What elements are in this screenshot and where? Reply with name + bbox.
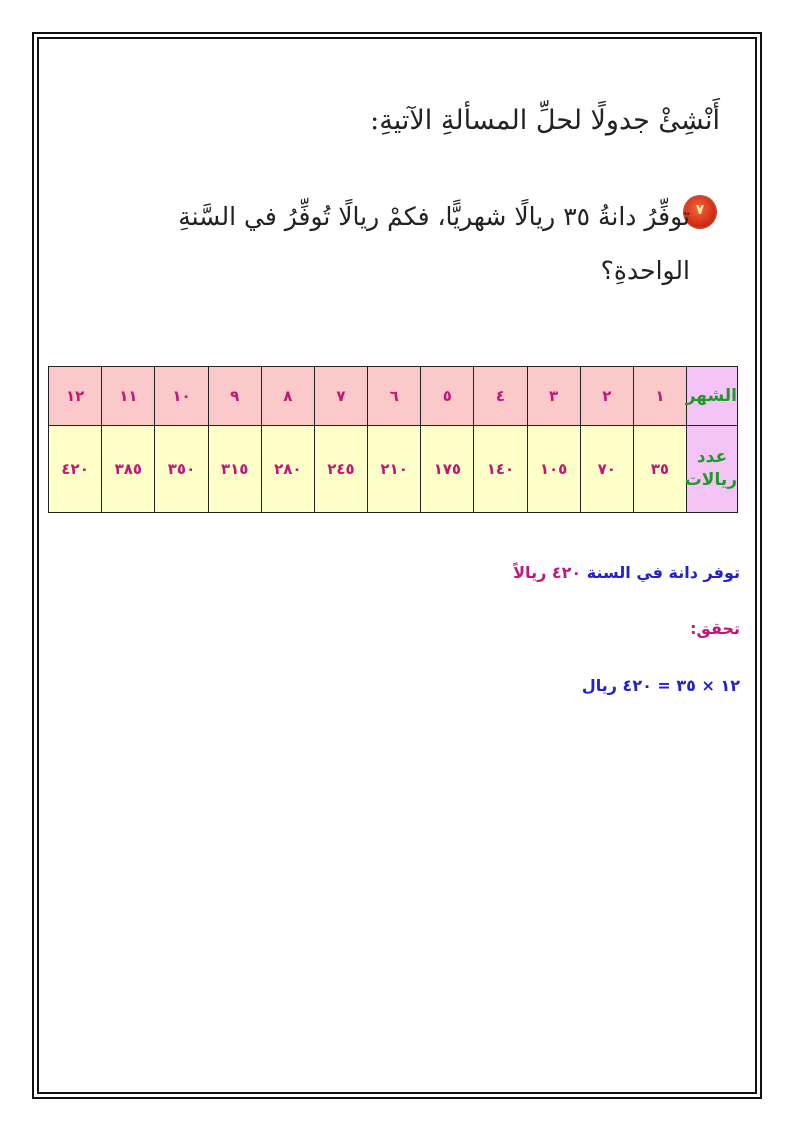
months-row: [49, 367, 738, 426]
amount-cell: ١٠٥: [527, 426, 580, 513]
amount-cell: ٢١٠: [368, 426, 421, 513]
answer-value: ٤٢٠ ريالاً: [513, 563, 582, 582]
month-cell: ٤: [474, 367, 527, 426]
amounts-header: عدد ريالات: [687, 426, 738, 513]
month-cell: ٢: [580, 367, 633, 426]
amount-cell: ٣٨٥: [102, 426, 155, 513]
month-cell: ١١: [102, 367, 155, 426]
amount-cell: ٢٨٠: [261, 426, 314, 513]
answer-prefix: توفر دانة في السنة: [586, 563, 740, 582]
month-cell: ٣: [527, 367, 580, 426]
check-equation: ١٢ × ٣٥ = ٤٢٠ ريال: [581, 676, 740, 695]
month-cell: ٨: [261, 367, 314, 426]
savings-table: [48, 366, 738, 513]
month-cell: ٩: [208, 367, 261, 426]
amount-cell: ١٤٠: [474, 426, 527, 513]
month-cell: ٥: [421, 367, 474, 426]
question-text: توفِّرُ دانةُ ٣٥ ريالًا شهريًّا، فكمْ ريالًا تُوفِّرُ في السَّنةِ الواحدةِ؟: [178, 202, 690, 285]
month-cell: ٦: [368, 367, 421, 426]
amount-cell: ٣٥: [633, 426, 686, 513]
month-cell: ١٢: [49, 367, 102, 426]
amount-cell: ٣١٥: [208, 426, 261, 513]
month-cell: ١: [633, 367, 686, 426]
amount-cell: ٤٢٠: [49, 426, 102, 513]
amount-cell: ٧٠: [580, 426, 633, 513]
month-cell: ١٠: [155, 367, 208, 426]
amount-cell: ١٧٥: [421, 426, 474, 513]
months-header: الشهر: [687, 367, 738, 426]
question-number: ٧: [695, 202, 705, 218]
amount-cell: ٢٤٥: [314, 426, 367, 513]
check-label: تحقق:: [690, 619, 740, 638]
answer-line: [513, 563, 740, 582]
month-cell: ٧: [314, 367, 367, 426]
amount-cell: ٣٥٠: [155, 426, 208, 513]
exercise-heading: أَنْشِئْ جدولًا لحلِّ المسألةِ الآتيةِ:: [370, 105, 720, 136]
amounts-row: [49, 426, 738, 513]
